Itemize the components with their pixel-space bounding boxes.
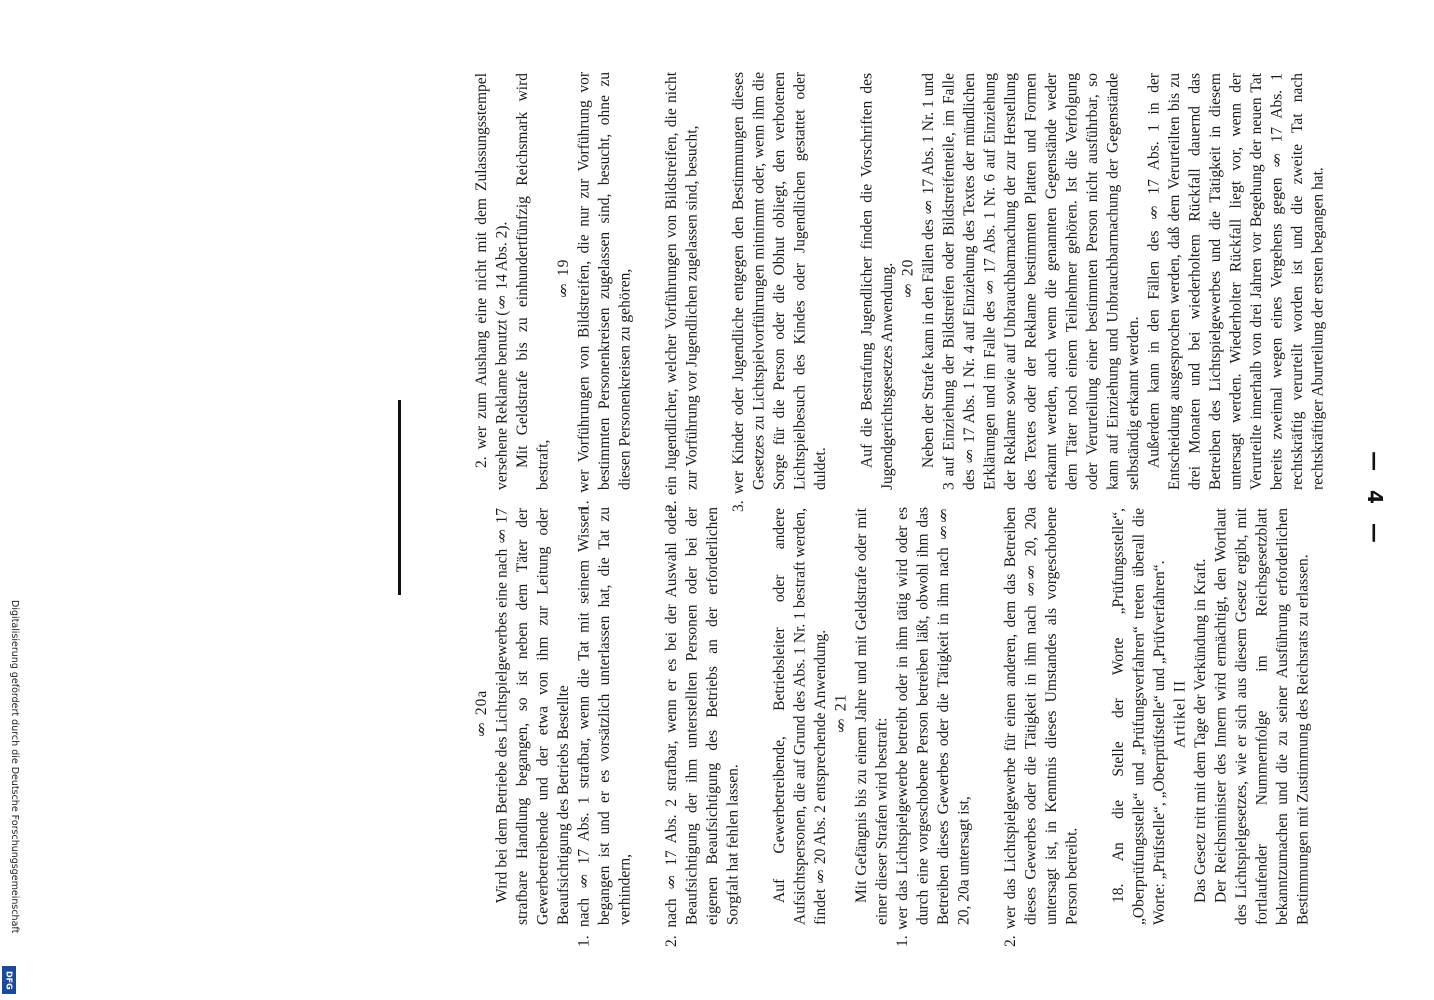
paragraph: Mit Gefängnis bis zu einem Jahre und mit Geldstrafe oder mit einer dieser Strafen wird bestraft: xyxy=(853,508,891,925)
paragraph: 2. wer zum Aushang eine nicht mit dem Zulassungsstempel versehene Reklame benutzt (§ 14 Abs. 2). xyxy=(473,73,511,490)
paragraph: Mit Geldstrafe bis zu einhundertfünfzig Reichsmark wird bestraft, xyxy=(514,73,552,490)
paragraph: 18. An die Stelle der Worte „Prüfungsstelle“, „Oberprüfungsstelle“ und „Prüfungsverfahren“ treten überall die Worte: „Prüfstelle“, „Oberprüfstelle“ und „Prüfverfahren“. xyxy=(1110,508,1168,925)
divider-rule xyxy=(398,400,401,595)
article-heading: Artikel II xyxy=(1171,679,1189,749)
paragraph: Der Reichsminister des Innern wird ermächtigt, den Wortlaut des Lichtspielgesetzes, wie er sich aus diesem Gesetz ergibt, mit fortlaufender Nummernfolge im Reichsgesetzblatt bekanntzumachen und die zu seiner Ausführung erforderlichen Bestimmungen mit Zustimmung des Reichsrats zu erlassen. xyxy=(1212,508,1312,925)
paragraph: Auf die Bestrafung Jugendlicher finden die Vorschriften des Jugendgerichtsgesetzes Anwendung. xyxy=(858,73,896,490)
list-item: 3. wer Kinder oder Jugendliche entgegen den Bestimmungen dieses Gesetzes zu Lichtspielvorführungen mitnimmt oder, wenn ihm die Sorge für die Person oder die Obhut obliegt, den verbotenen Lichtspielbesuch des Kindes oder Jugendlichen gestattet oder duldet. xyxy=(730,72,829,512)
section-heading-19: § 19 xyxy=(555,258,572,300)
dfg-logo: DFG xyxy=(2,966,16,994)
section-heading-20a: § 20a xyxy=(473,689,490,739)
list-item: 1. nach § 17 Abs. 1 strafbar, wenn die Tat mit seinem Wissen begangen ist und er es vorsätzlich unterlassen hat, die Tat zu verhindern, xyxy=(575,507,634,947)
list-item: 2. ein Jugendlicher, welcher Vorführungen von Bildstreifen, die nicht zur Vorführung vor Jugendlichen zugelassen sind, besucht, xyxy=(663,72,701,512)
list-item: 1. wer das Lichtspielgewerbe betreibt oder in ihm tätig wird oder es durch eine vorgeschobene Person betreiben läßt, obwohl ihm das Betreiben dieses Gewerbes oder die Tätigkeit in ihm nach §§ 20, 20a untersagt ist, xyxy=(894,507,973,947)
paragraph: Auf Gewerbetreibende, Betriebsleiter oder andere Aufsichtspersonen, die auf Grund des Abs. 1 Nr. 1 bestraft werden, findet § 20 Abs. 2 entsprechende Anwendung. xyxy=(771,508,829,925)
page-number: — 4 — xyxy=(1362,451,1387,549)
list-item: 1. wer Vorführungen von Bildstreifen, die nur zur Vorführung vor bestimmten Personenkreisen zugelassen sind, besucht, ohne zu diesen Personenkreisen zu gehören, xyxy=(575,72,634,512)
paragraph: Das Gesetz tritt mit dem Tage der Verkündung in Kraft. xyxy=(1192,558,1209,903)
list-item: 2. wer das Lichtspielgewerbe für einen anderen, dem das Betreiben dieses Gewerbes oder die Tätigkeit in ihm nach §§ 20, 20a untersagt ist, in Kenntnis dieses Umstandes als vorgeschobene Person betreibt. xyxy=(1002,507,1081,947)
section-heading-21: § 21 xyxy=(832,693,850,735)
section-heading-20: § 20 xyxy=(899,258,917,300)
text-column-right xyxy=(472,505,1312,947)
text-column-left xyxy=(472,70,1327,512)
list-item: 2. nach § 17 Abs. 2 strafbar, wenn er es bei der Auswahl oder Beaufsichtigung der ihm unterstellten Personen oder bei der eigenen Beaufsichtigung des Betriebs an der erforderlichen Sorgfalt hat fehlen lassen. xyxy=(663,507,742,947)
paragraph: Außerdem kann in den Fällen des § 17 Abs. 1 in der Entscheidung ausgesprochen werden, daß dem Verurteilten bis zu drei Monaten und bei wiederholtem Rückfall dauernd das Betreiben des Lichtspielgewerbes und die Tätigkeit in diesem untersagt werden. Wiederholter Rückfall liegt vor, wenn der Verurteilte innerhalb von drei Jahren vor Begehung der neuen Tat bereits zweimal wegen eines Vergehens gegen § 17 Abs. 1 rechtskräftig verurteilt worden ist und die zweite Tat nach rechtskräftiger Aburteilung der ersten begangen hat. xyxy=(1145,73,1327,490)
digitization-credit: Digitalisierung gefördert durch die Deutsche Forschungsgemeinschaft xyxy=(9,600,20,934)
paragraph: Wird bei dem Betriebe des Lichtspielgewerbes eine nach § 17 strafbare Handlung begangen, so ist neben dem Täter der Gewerbetreibende und der etwa von ihm zur Leitung oder Beaufsichtigung des Betriebs Bestellte xyxy=(493,508,572,925)
paragraph: Neben der Strafe kann in den Fällen des § 17 Abs. 1 Nr. 1 und 3 auf Einziehung der Bildstreifen oder Bildstreifenteile, im Falle des § 17 Abs. 1 Nr. 4 auf Einziehung des Textes der mündlichen Erklärungen und im Falle des § 17 Abs. 1 Nr. 6 auf Einziehung der Reklame sowie auf Unbrauchbarmachung der zur Herstellung des Textes oder der Reklame bestimmten Platten und Formen erkannt werden, auch wenn die genannten Gegenstände weder dem Täter noch einem Teilnehmer gehören. Ist die Verfolgung oder Verurteilung einer bestimmten Person nicht ausführbar, so kann auf Einziehung und Unbrauchbarmachung der Gegenstände selbständig erkannt werden. xyxy=(920,73,1142,490)
